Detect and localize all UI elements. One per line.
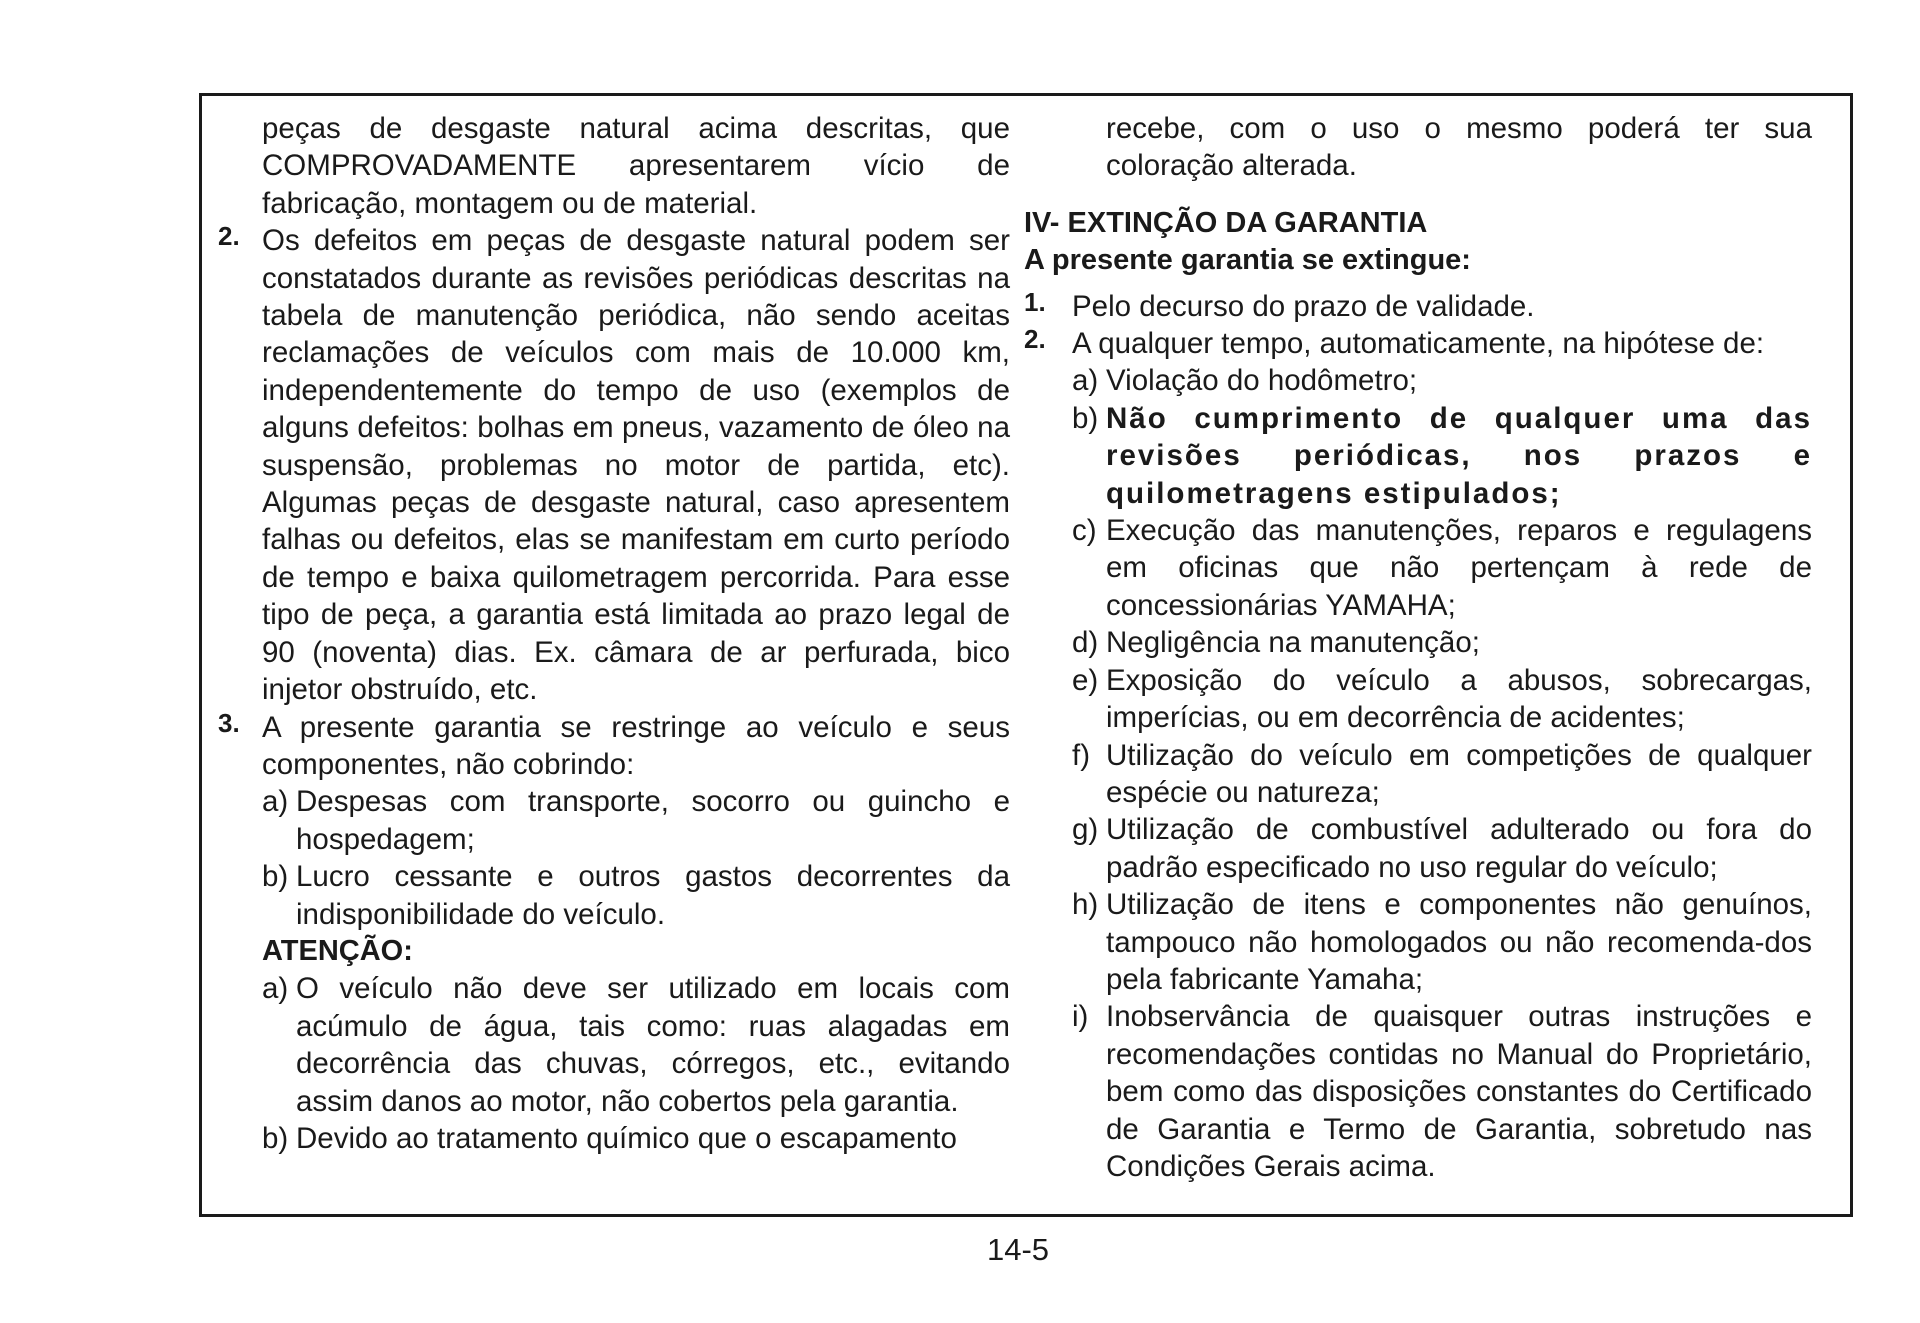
list-item-1 xyxy=(1024,288,1812,325)
list-number: 3. xyxy=(218,707,240,738)
right-column xyxy=(1024,110,1812,1185)
sub-text: Despesas com transporte, socorro ou guincho e hospedagem; xyxy=(296,785,1010,856)
list-item-2 xyxy=(1024,325,1812,362)
sub-text: Não cumprimento de qualquer uma das revisões periódicas, nos prazos e quilometragens estipulados; xyxy=(1106,401,1812,510)
sub-letter: i) xyxy=(1072,1000,1089,1034)
sub-item xyxy=(1072,362,1812,399)
sub-item xyxy=(1072,662,1812,737)
sub-text: Utilização de itens e componentes não genuínos, tampouco não homologados ou não recomenda-dos pela fabricante Yamaha; xyxy=(1106,888,1812,996)
sub-letter: e) xyxy=(1072,663,1099,697)
attention-heading: ATENÇÃO: xyxy=(262,934,413,967)
sub-text: Lucro cessante e outros gastos decorrentes da indisponibilidade do veículo. xyxy=(296,860,1010,931)
continuation-paragraph: recebe, com o uso o mesmo poderá ter sua coloração alterada. xyxy=(1106,112,1812,183)
section-title: IV- EXTINÇÃO DA GARANTIA xyxy=(1024,206,1428,239)
sub-text: Devido ao tratamento químico que o escapamento xyxy=(296,1121,957,1155)
sub-item xyxy=(1072,886,1812,998)
list-item-text: A presente garantia se restringe ao veículo e seus componentes, não cobrindo: xyxy=(262,710,1010,781)
sub-letter: h) xyxy=(1072,888,1099,922)
sub-text: O veículo não deve ser utilizado em locais com acúmulo de água, tais como: ruas alagadas em decorrência das chuvas, córregos, etc., evitando assim danos ao motor, não cobertos pela garantia. xyxy=(296,972,1010,1118)
list-number: 1. xyxy=(1024,286,1046,317)
sub-letter: g) xyxy=(1072,813,1099,847)
sub-text: Negligência na manutenção; xyxy=(1106,626,1480,660)
sub-text: Inobservância de quaisquer outras instruções e recomendações contidas no Manual do Proprietário, bem como das disposições constantes do Certificado de Garantia e Termo de Garantia, sobretudo nas Condições Gerais acima. xyxy=(1106,1000,1812,1183)
sub-letter: d) xyxy=(1072,626,1099,660)
sub-text: Utilização do veículo em competições de qualquer espécie ou natureza; xyxy=(1106,738,1812,809)
list-item-text: Pelo decurso do prazo de validade. xyxy=(1072,289,1535,323)
list-number: 2. xyxy=(1024,324,1046,355)
list-item-2 xyxy=(218,222,1010,708)
sub-letter: f) xyxy=(1072,738,1091,772)
sub-item xyxy=(262,1120,1010,1157)
sub-item xyxy=(262,783,1010,858)
intro-paragraph: peças de desgaste natural acima descritas, que COMPROVADAMENTE apresentarem vício de fabricação, montagem ou de material. xyxy=(262,112,1010,220)
list-number: 2. xyxy=(218,221,240,252)
sub-item xyxy=(1072,737,1812,812)
sub-item xyxy=(1072,624,1812,661)
sub-letter: a) xyxy=(262,972,289,1006)
sub-text: Execução das manutenções, reparos e regulagens em oficinas que não pertençam à rede de concessionárias YAMAHA; xyxy=(1106,514,1812,622)
sub-letter: a) xyxy=(262,785,289,819)
list-item-3 xyxy=(218,709,1010,784)
sub-letter: c) xyxy=(1072,514,1097,548)
content-frame xyxy=(199,93,1853,1217)
sub-item-bold xyxy=(1072,400,1812,512)
sub-letter: b) xyxy=(1072,401,1099,435)
sub-item xyxy=(1072,811,1812,886)
sub-item xyxy=(262,970,1010,1120)
page-number: 14-5 xyxy=(986,1232,1050,1267)
sub-item xyxy=(1072,512,1812,624)
list-item-text: Os defeitos em peças de desgaste natural podem ser constatados durante as revisões periódicas descritas na tabela de manutenção periódica, não sendo aceitas reclamações de veículos com mais de 10.000 km, independentemente do tempo de uso (exemplos de alguns defeitos: bolhas em pneus, vazamento de óleo na suspensão, problemas no motor de partida, etc). Algumas peças de desgaste natural, caso apresentem falhas ou defeitos, elas se manifestam em curto período de tempo e baixa quilometragem percorrida. Para esse tipo de peça, a garantia está limitada ao prazo legal de 90 (noventa) dias. Ex. câmara de ar perfurada, bico injetor obstruído, etc. xyxy=(262,224,1010,707)
sub-text: Violação do hodômetro; xyxy=(1106,364,1418,398)
sub-letter: b) xyxy=(262,860,289,894)
sub-item xyxy=(262,858,1010,933)
list-item-text: A qualquer tempo, automaticamente, na hipótese de: xyxy=(1072,327,1765,361)
left-column xyxy=(218,110,1010,1157)
sub-item xyxy=(1072,998,1812,1185)
sub-text: Utilização de combustível adulterado ou fora do padrão especificado no uso regular do veículo; xyxy=(1106,813,1812,884)
sub-text: Exposição do veículo a abusos, sobrecargas, imperícias, ou em decorrência de acidentes; xyxy=(1106,663,1812,735)
section-subtitle: A presente garantia se extingue: xyxy=(1024,244,1471,277)
sub-letter: b) xyxy=(262,1121,289,1155)
sub-letter: a) xyxy=(1072,364,1099,398)
